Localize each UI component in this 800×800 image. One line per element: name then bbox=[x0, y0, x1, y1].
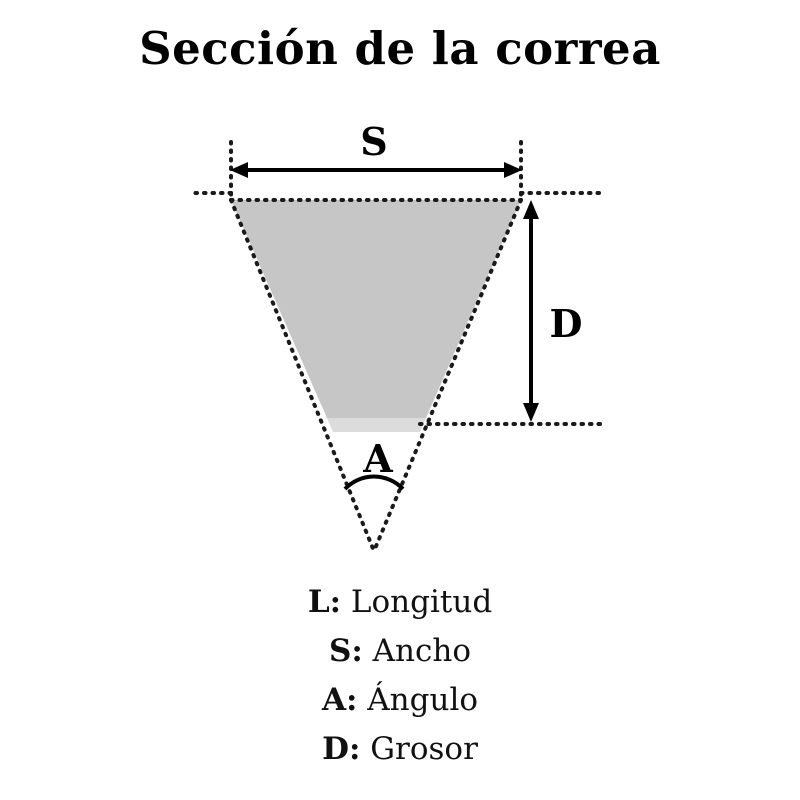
legend-key-angle: A: bbox=[321, 682, 358, 718]
legend-item-width bbox=[0, 627, 800, 676]
belt-bottom-strip bbox=[327, 418, 426, 432]
page-title: Sección de la correa bbox=[139, 22, 661, 75]
legend-item-angle bbox=[0, 676, 800, 725]
legend-value-length: Longitud bbox=[350, 584, 493, 620]
legend-item-length bbox=[0, 578, 800, 627]
angle-label: A bbox=[363, 436, 393, 481]
legend-item-thickness bbox=[0, 725, 800, 774]
legend-value-angle: Ángulo bbox=[367, 682, 479, 718]
thickness-label: D bbox=[549, 301, 583, 346]
legend-value-thickness: Grosor bbox=[370, 731, 478, 767]
legend bbox=[0, 578, 800, 774]
thickness-dimension-arrow bbox=[523, 200, 539, 422]
legend-value-width: Ancho bbox=[372, 633, 472, 669]
width-dimension-arrow bbox=[230, 162, 522, 178]
legend-key-length: L: bbox=[307, 584, 342, 620]
width-label: S bbox=[360, 119, 388, 164]
legend-key-thickness: D: bbox=[322, 731, 361, 767]
legend-key-width: S: bbox=[328, 633, 363, 669]
